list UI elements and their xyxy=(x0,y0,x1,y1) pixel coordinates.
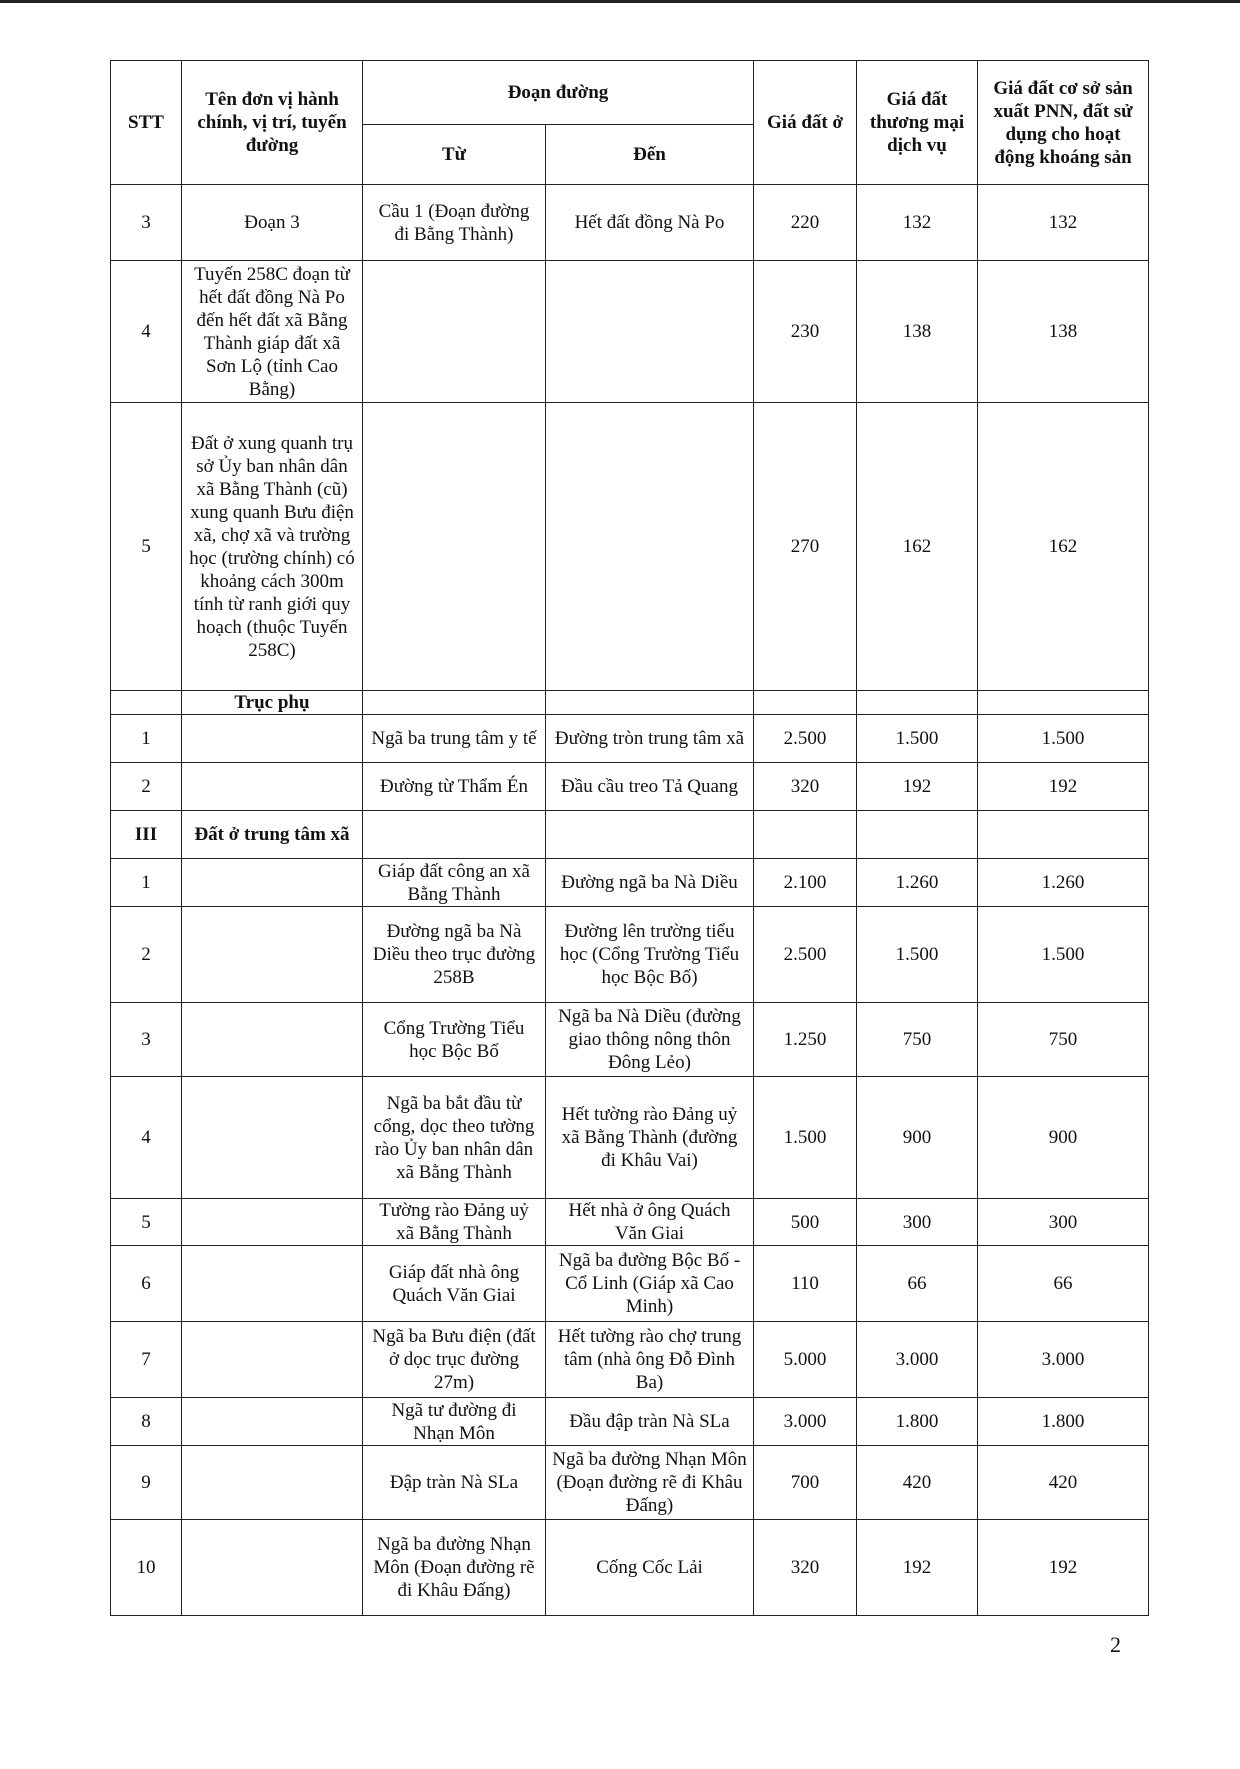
cell-production-price: 1.800 xyxy=(978,1398,1149,1446)
cell-production-price: 132 xyxy=(978,185,1149,261)
cell-commercial-price: 900 xyxy=(857,1077,978,1199)
cell-commercial-price: 420 xyxy=(857,1446,978,1520)
land-price-table-container xyxy=(110,60,1148,1616)
page-number: 2 xyxy=(1110,1632,1121,1657)
table-row xyxy=(111,691,1149,715)
cell-commercial-price: 1.500 xyxy=(857,907,978,1003)
cell-from xyxy=(363,261,546,403)
cell-commercial-price: 132 xyxy=(857,185,978,261)
cell-from: Đường ngã ba Nà Diều theo trục đường 258B xyxy=(363,907,546,1003)
table-row xyxy=(111,1003,1149,1077)
header-segment: Đoạn đường xyxy=(363,61,754,125)
cell-from: Ngã ba trung tâm y tế xyxy=(363,715,546,763)
cell-unit xyxy=(182,763,363,811)
cell-production-price: 1.500 xyxy=(978,715,1149,763)
table-row xyxy=(111,859,1149,907)
cell-production-price xyxy=(978,811,1149,859)
table-row xyxy=(111,763,1149,811)
cell-unit: Tuyến 258C đoạn từ hết đất đồng Nà Po đến hết đất xã Bằng Thành giáp đất xã Sơn Lộ (tỉnh Cao Bằng) xyxy=(182,261,363,403)
table-row xyxy=(111,1077,1149,1199)
table-row xyxy=(111,1246,1149,1322)
cell-to: Đầu đập tràn Nà SLa xyxy=(546,1398,754,1446)
cell-stt: 4 xyxy=(111,261,182,403)
cell-stt: 5 xyxy=(111,403,182,691)
cell-unit xyxy=(182,1077,363,1199)
cell-commercial-price xyxy=(857,811,978,859)
cell-to: Hết đất đồng Nà Po xyxy=(546,185,754,261)
cell-production-price: 300 xyxy=(978,1199,1149,1246)
cell-production-price: 138 xyxy=(978,261,1149,403)
table-row xyxy=(111,907,1149,1003)
cell-to: Ngã ba đường Nhạn Môn (Đoạn đường rẽ đi Khâu Đấng) xyxy=(546,1446,754,1520)
cell-commercial-price: 192 xyxy=(857,763,978,811)
cell-commercial-price: 750 xyxy=(857,1003,978,1077)
cell-stt: 4 xyxy=(111,1077,182,1199)
cell-to: Cống Cốc Lải xyxy=(546,1520,754,1616)
cell-from xyxy=(363,403,546,691)
cell-unit xyxy=(182,1446,363,1520)
cell-to: Hết tường rào Đảng uỷ xã Bằng Thành (đường đi Khâu Vai) xyxy=(546,1077,754,1199)
land-price-table xyxy=(110,60,1149,1616)
table-row xyxy=(111,185,1149,261)
cell-production-price xyxy=(978,691,1149,715)
cell-residential-price: 2.100 xyxy=(754,859,857,907)
cell-residential-price: 110 xyxy=(754,1246,857,1322)
cell-from: Cổng Trường Tiểu học Bộc Bố xyxy=(363,1003,546,1077)
cell-stt: 1 xyxy=(111,715,182,763)
cell-from: Ngã ba đường Nhạn Môn (Đoạn đường rẽ đi Khâu Đấng) xyxy=(363,1520,546,1616)
cell-commercial-price: 162 xyxy=(857,403,978,691)
cell-commercial-price: 138 xyxy=(857,261,978,403)
cell-stt: 2 xyxy=(111,907,182,1003)
header-production-price: Giá đất cơ sở sản xuất PNN, đất sử dụng cho hoạt động khoáng sản xyxy=(978,61,1149,185)
table-row xyxy=(111,715,1149,763)
cell-production-price: 192 xyxy=(978,763,1149,811)
cell-unit xyxy=(182,1246,363,1322)
table-header xyxy=(111,61,1149,185)
cell-unit: Trục phụ xyxy=(182,691,363,715)
top-scan-border xyxy=(0,0,1240,3)
cell-stt: 8 xyxy=(111,1398,182,1446)
cell-unit xyxy=(182,1520,363,1616)
cell-production-price: 1.500 xyxy=(978,907,1149,1003)
table-row xyxy=(111,811,1149,859)
cell-residential-price: 500 xyxy=(754,1199,857,1246)
cell-to: Đường tròn trung tâm xã xyxy=(546,715,754,763)
header-residential-price: Giá đất ở xyxy=(754,61,857,185)
cell-commercial-price: 3.000 xyxy=(857,1322,978,1398)
cell-residential-price: 1.500 xyxy=(754,1077,857,1199)
table-row xyxy=(111,403,1149,691)
cell-stt: 7 xyxy=(111,1322,182,1398)
cell-production-price: 1.260 xyxy=(978,859,1149,907)
cell-residential-price: 320 xyxy=(754,1520,857,1616)
cell-commercial-price: 66 xyxy=(857,1246,978,1322)
cell-production-price: 3.000 xyxy=(978,1322,1149,1398)
cell-stt: 9 xyxy=(111,1446,182,1520)
cell-from: Giáp đất nhà ông Quách Văn Giai xyxy=(363,1246,546,1322)
cell-residential-price: 220 xyxy=(754,185,857,261)
cell-from: Ngã ba bắt đầu từ cổng, dọc theo tường rào Ủy ban nhân dân xã Bằng Thành xyxy=(363,1077,546,1199)
table-row xyxy=(111,1520,1149,1616)
cell-to: Đường lên trường tiểu học (Cổng Trường Tiểu học Bộc Bố) xyxy=(546,907,754,1003)
cell-from: Ngã ba Bưu điện (đất ở dọc trục đường 27m) xyxy=(363,1322,546,1398)
cell-to: Hết tường rào chợ trung tâm (nhà ông Đỗ Đình Ba) xyxy=(546,1322,754,1398)
cell-unit xyxy=(182,1199,363,1246)
cell-commercial-price xyxy=(857,691,978,715)
table-row xyxy=(111,261,1149,403)
cell-stt: 2 xyxy=(111,763,182,811)
cell-to xyxy=(546,811,754,859)
cell-from: Giáp đất công an xã Bằng Thành xyxy=(363,859,546,907)
cell-from: Đập tràn Nà SLa xyxy=(363,1446,546,1520)
cell-production-price: 420 xyxy=(978,1446,1149,1520)
cell-to: Ngã ba đường Bộc Bố - Cổ Linh (Giáp xã Cao Minh) xyxy=(546,1246,754,1322)
cell-unit xyxy=(182,1322,363,1398)
cell-unit xyxy=(182,859,363,907)
cell-unit: Đất ở trung tâm xã xyxy=(182,811,363,859)
cell-commercial-price: 300 xyxy=(857,1199,978,1246)
cell-to: Ngã ba Nà Diều (đường giao thông nông thôn Đông Lẻo) xyxy=(546,1003,754,1077)
cell-residential-price: 5.000 xyxy=(754,1322,857,1398)
header-stt: STT xyxy=(111,61,182,185)
cell-commercial-price: 1.260 xyxy=(857,859,978,907)
cell-from: Đường từ Thẩm Én xyxy=(363,763,546,811)
cell-stt: 6 xyxy=(111,1246,182,1322)
cell-from xyxy=(363,691,546,715)
cell-from: Ngã tư đường đi Nhạn Môn xyxy=(363,1398,546,1446)
cell-production-price: 192 xyxy=(978,1520,1149,1616)
cell-stt: 3 xyxy=(111,185,182,261)
cell-residential-price xyxy=(754,811,857,859)
cell-residential-price: 2.500 xyxy=(754,907,857,1003)
table-row xyxy=(111,1322,1149,1398)
cell-residential-price: 320 xyxy=(754,763,857,811)
cell-production-price: 162 xyxy=(978,403,1149,691)
cell-to: Đầu cầu treo Tả Quang xyxy=(546,763,754,811)
header-commercial-price: Giá đất thương mại dịch vụ xyxy=(857,61,978,185)
table-row xyxy=(111,1398,1149,1446)
cell-to xyxy=(546,691,754,715)
cell-production-price: 66 xyxy=(978,1246,1149,1322)
header-unit: Tên đơn vị hành chính, vị trí, tuyến đường xyxy=(182,61,363,185)
table-row xyxy=(111,1446,1149,1520)
cell-unit: Đoạn 3 xyxy=(182,185,363,261)
cell-unit xyxy=(182,1003,363,1077)
cell-stt: III xyxy=(111,811,182,859)
cell-production-price: 900 xyxy=(978,1077,1149,1199)
cell-stt: 5 xyxy=(111,1199,182,1246)
cell-to xyxy=(546,403,754,691)
cell-stt: 10 xyxy=(111,1520,182,1616)
cell-commercial-price: 1.500 xyxy=(857,715,978,763)
cell-residential-price: 2.500 xyxy=(754,715,857,763)
cell-residential-price: 3.000 xyxy=(754,1398,857,1446)
cell-unit: Đất ở xung quanh trụ sở Ủy ban nhân dân xã Bằng Thành (cũ) xung quanh Bưu điện xã, chợ xã và trường học (trường chính) có khoảng cách 300m tính từ ranh giới quy hoạch (thuộc Tuyến 258C) xyxy=(182,403,363,691)
cell-from: Tường rào Đảng uỷ xã Bằng Thành xyxy=(363,1199,546,1246)
cell-production-price: 750 xyxy=(978,1003,1149,1077)
cell-stt: 1 xyxy=(111,859,182,907)
cell-to: Hết nhà ở ông Quách Văn Giai xyxy=(546,1199,754,1246)
cell-residential-price: 1.250 xyxy=(754,1003,857,1077)
cell-unit xyxy=(182,715,363,763)
table-row xyxy=(111,1199,1149,1246)
cell-residential-price xyxy=(754,691,857,715)
cell-stt: 3 xyxy=(111,1003,182,1077)
cell-unit xyxy=(182,1398,363,1446)
cell-commercial-price: 1.800 xyxy=(857,1398,978,1446)
header-from: Từ xyxy=(363,125,546,185)
cell-unit xyxy=(182,907,363,1003)
table-body xyxy=(111,185,1149,1616)
cell-residential-price: 230 xyxy=(754,261,857,403)
cell-commercial-price: 192 xyxy=(857,1520,978,1616)
cell-to: Đường ngã ba Nà Diều xyxy=(546,859,754,907)
cell-stt xyxy=(111,691,182,715)
cell-residential-price: 270 xyxy=(754,403,857,691)
cell-residential-price: 700 xyxy=(754,1446,857,1520)
cell-to xyxy=(546,261,754,403)
cell-from xyxy=(363,811,546,859)
cell-from: Cầu 1 (Đoạn đường đi Bằng Thành) xyxy=(363,185,546,261)
header-to: Đến xyxy=(546,125,754,185)
